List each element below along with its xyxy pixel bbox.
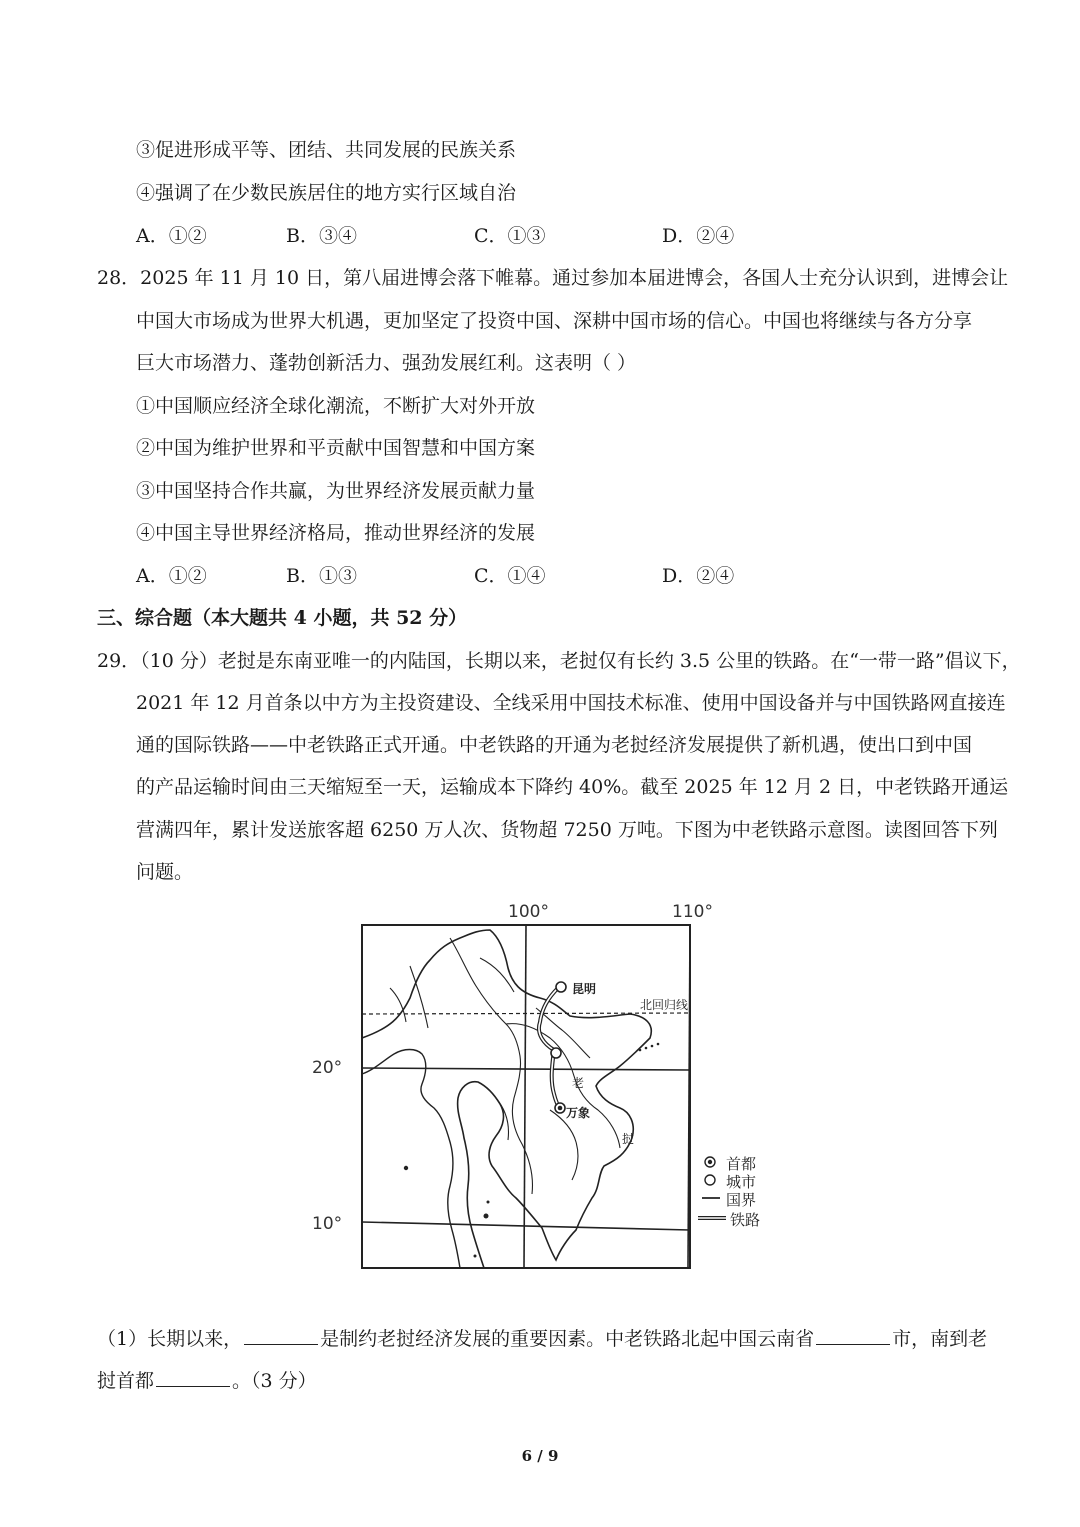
q28-stem-line3: 巨大市场潜力、蓬勃创新活力、强劲发展红利。这表明（ ） xyxy=(136,352,637,374)
page-number: 6 / 9 xyxy=(521,1447,559,1465)
q29-sub1-blank-2[interactable] xyxy=(816,1326,890,1345)
latitude-20-label: 20° xyxy=(312,1058,343,1078)
q28-stem-line1: 28．2025 年 11 月 10 日，第八届进博会落下帷幕。通过参加本届进博会，各国人士充分认识到，进博会让 xyxy=(97,267,1009,289)
q29-stem-line6: 问题。 xyxy=(136,861,194,883)
q28-statement-4: ④中国主导世界经济格局，推动世界经济的发展 xyxy=(136,522,536,544)
legend-city: 城市 xyxy=(726,1173,757,1191)
legend-railway: 铁路 xyxy=(730,1211,761,1229)
q28-option-a[interactable]: A．①② xyxy=(136,565,207,587)
legend-border: 国界 xyxy=(726,1191,757,1209)
q29-sub1-line2 xyxy=(97,1368,317,1394)
longitude-110-label: 110° xyxy=(672,902,713,922)
q28-statement-3: ③中国坚持合作共赢，为世界经济发展贡献力量 xyxy=(136,480,536,502)
q29-sub1-blank-3[interactable] xyxy=(156,1368,230,1387)
latitude-10-label: 10° xyxy=(312,1214,343,1234)
kunming-marker xyxy=(556,982,566,992)
q29-sub1-text-d: 挝首都 xyxy=(97,1370,155,1392)
q28-option-c[interactable]: C．①④ xyxy=(474,565,546,587)
q29-sub1-text-a: （1）长期以来， xyxy=(97,1328,243,1350)
q29-sub1-text-b: 是制约老挝经济发展的重要因素。中老铁路北起中国云南省 xyxy=(320,1328,815,1350)
q29-sub1-blank-1[interactable] xyxy=(244,1326,318,1345)
q29-sub1-line1 xyxy=(97,1326,987,1352)
section-3-title: 三、综合题（本大题共 4 小题，共 52 分） xyxy=(97,607,468,629)
q27-option-d[interactable]: D．②④ xyxy=(662,225,735,247)
china-laos-railway-map xyxy=(300,898,780,1278)
laos-label-char-1: 老 xyxy=(572,1076,585,1090)
q29-stem-line2: 2021 年 12 月首条以中方为主投资建设、全线采用中国技术标准、使用中国设备并与中国铁路网直接连 xyxy=(136,692,1006,714)
tropic-of-cancer-label: 北回归线 xyxy=(640,998,689,1012)
q29-stem-line5: 营满四年，累计发送旅客超 6250 万人次、货物超 7250 万吨。下图为中老铁路示意图。读图回答下列 xyxy=(136,819,998,841)
q27-option-b[interactable]: B．③④ xyxy=(286,225,357,247)
map-drawing xyxy=(300,898,780,1278)
q29-sub1-text-c: 市，南到老 xyxy=(892,1328,988,1350)
q27-statement-3: ③促进形成平等、团结、共同发展的民族关系 xyxy=(136,139,517,161)
q27-option-c[interactable]: C．①③ xyxy=(474,225,546,247)
q28-option-b[interactable]: B．①③ xyxy=(286,565,357,587)
longitude-100-label: 100° xyxy=(508,902,549,922)
q27-option-a[interactable]: A．①② xyxy=(136,225,207,247)
q28-option-d[interactable]: D．②④ xyxy=(662,565,735,587)
q28-statement-2: ②中国为维护世界和平贡献中国智慧和中国方案 xyxy=(136,437,536,459)
q29-stem-line3: 通的国际铁路——中老铁路正式开通。中老铁路的开通为老挝经济发展提供了新机遇，使出口到中国 xyxy=(136,734,973,756)
q27-statement-4: ④强调了在少数民族居住的地方实行区域自治 xyxy=(136,182,517,204)
laos-label-char-2: 挝 xyxy=(622,1132,635,1146)
q29-stem-line4: 的产品运输时间由三天缩短至一天，运输成本下降约 40%。截至 2025 年 12 月 2 日，中老铁路开通运 xyxy=(136,776,1009,798)
q29-sub1-text-e: 。（3 分） xyxy=(232,1370,317,1392)
q28-statement-1: ①中国顺应经济全球化潮流，不断扩大对外开放 xyxy=(136,395,536,417)
vientiane-label: 万象 xyxy=(566,1106,591,1120)
q28-stem-line2: 中国大市场成为世界大机遇，更加坚定了投资中国、深耕中国市场的信心。中国也将继续与各方分享 xyxy=(136,310,973,332)
q29-stem-line1: 29．（10 分）老挝是东南亚唯一的内陆国，长期以来，老挝仅有长约 3.5 公里的铁路。在“一带一路”倡议下， xyxy=(97,650,1021,672)
kunming-label: 昆明 xyxy=(572,982,597,996)
legend-capital: 首都 xyxy=(726,1155,757,1173)
